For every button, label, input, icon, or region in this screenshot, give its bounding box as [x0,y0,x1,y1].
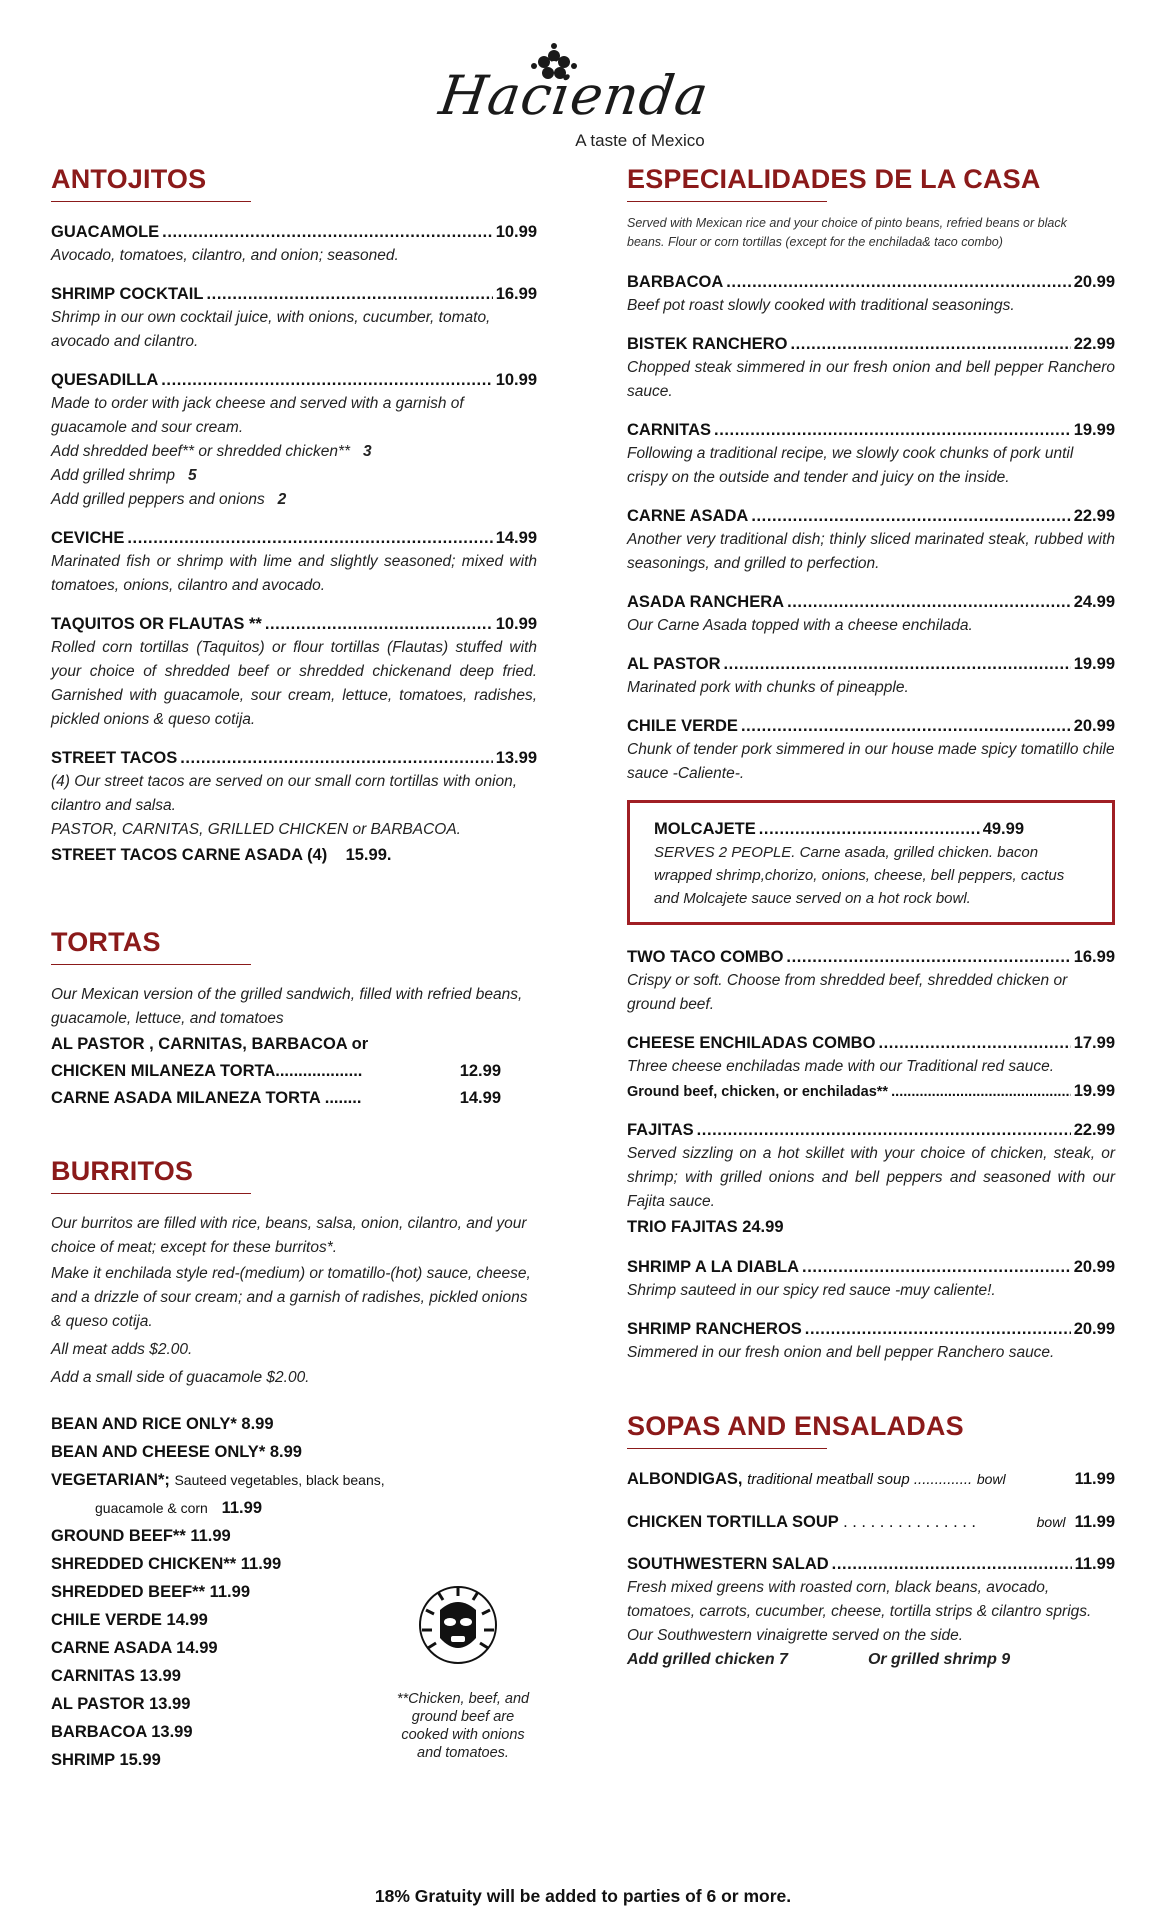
menu-item-asada-ranchera: ASADA RANCHERA . . . 24.99 Our Carne Asada topped with a cheese enchilada. [627,590,1115,638]
menu-item-shrimp-rancheros: SHRIMP RANCHEROS . . . 20.99 Simmered in our fresh onion and bell pepper Ranchero sauce. [627,1317,1115,1365]
section-title-tortas: TORTAS [51,927,161,957]
left-column [51,164,537,1774]
burritos-description: Our burritos are filled with rice, beans, salsa, onion, cilantro, and your choice of meat; except for these burritos*. [51,1215,527,1256]
addon-line: Add grilled shrimp 5 [51,467,197,484]
item-description: Chunk of tender pork simmered in our house made spicy tomatillo chile sauce -Caliente-. [627,741,1115,782]
tortas-line-2: CHICKEN MILANEZA TORTA................... 12.99 [51,1062,501,1080]
burrito-carnitas: CARNITAS 13.99 [51,1667,181,1685]
item-description: Marinated pork with chunks of pineapple. [627,679,909,696]
menu-item-southwestern-salad: SOUTHWESTERN SALAD . . . 11.99 Fresh mixed greens with roasted corn, black beans, avocado, tomatoes, carrots, cucumber, cheese, tortilla strips & cilantro sprigs. Our Southwestern vinaigrette served on the side. Add grilled chicken 7 Or grilled shrimp 9 [627,1552,1115,1672]
burritos-guacamole-note: Add a small side of guacamole $2.00. [51,1369,310,1386]
burrito-barbacoa: BARBACOA 13.99 [51,1723,193,1741]
section-rule [51,201,251,202]
section-title-sopas: SOPAS AND ENSALADAS [627,1411,964,1441]
menu-item-bistek: BISTEK RANCHERO . . . 22.99 Chopped steak simmered in our fresh onion and bell pepper Ranchero sauce. [627,332,1115,404]
brand-name: Hacienda [435,64,713,127]
item-description: Our Carne Asada topped with a cheese enchilada. [627,617,973,634]
burrito-carne-asada: CARNE ASADA 14.99 [51,1639,218,1657]
menu-item-barbacoa: BARBACOA . . . 20.99 Beef pot roast slowly cooked with traditional seasonings. [627,270,1115,318]
item-options: PASTOR, CARNITAS, GRILLED CHICKEN or BARBACOA. [51,821,461,838]
tagline: A taste of Mexico [575,131,705,150]
item-description: (4) Our street tacos are served on our small corn tortillas with onion, cilantro and salsa. [51,773,518,814]
burritos-enchilada-style: Make it enchilada style red-(medium) or tomatillo-(hot) sauce, cheese, and a drizzle of sour cream; and a garnish of radishes, pickled onions & queso cotija. [51,1265,531,1330]
section-rule [51,1193,251,1194]
menu-item-fajitas: FAJITAS . . . 22.99 Served sizzling on a hot skillet with your choice of chicken, steak, or shrimp; with grilled onions and bell peppers and seasoned with our Fajita sauce. TRIO FAJITAS 24.99 [627,1118,1115,1241]
section-rule [627,1448,827,1449]
menu-item-taquitos: TAQUITOS OR FLAUTAS ** . . . 10.99 Rolled corn tortillas (Taquitos) or flour tortillas (Flautas) stuffed with your choice of shredded beef or shredded chickenand deep fried. Garnished with guacamole, sour cream, lettuce, tomatoes, radishes, pickled onions & queso cotija. [51,612,537,732]
menu-item-street-tacos: STREET TACOS . . . 13.99 (4) Our street tacos are served on our small corn tortillas with onion, cilantro and salsa. PASTOR, CARNITAS, GRILLED CHICKEN or BARBACOA. STREET TACOS CARNE ASADA (4) 15.99. [51,746,537,869]
item-description: Marinated fish or shrimp with lime and slightly seasoned; mixed with tomatoes, onions, cilantro and avocado. [51,553,537,594]
right-column [627,164,1115,1686]
menu-item-tortilla-soup: CHICKEN TORTILLA SOUP . . . . . . . . . . . . . . . bowl 11.99 [627,1513,1115,1531]
burrito-ground-beef: GROUND BEEF** 11.99 [51,1527,231,1545]
burrito-vegetarian-cont: guacamole & corn 11.99 [95,1499,262,1517]
street-tacos-asada: STREET TACOS CARNE ASADA (4) 15.99. [51,846,392,864]
trio-fajitas: TRIO FAJITAS 24.99 [627,1218,784,1236]
item-description: Another very traditional dish; thinly sliced marinated steak, rubbed with seasonings, and grilled to perfection. [627,531,1115,572]
burrito-chile-verde: CHILE VERDE 14.99 [51,1611,208,1629]
menu-item-guacamole: GUACAMOLE . . . 10.99 Avocado, tomatoes, cilantro, and onion; seasoned. [51,220,537,268]
burrito-shrimp: SHRIMP 15.99 [51,1751,161,1769]
menu-item-shrimp-cocktail: SHRIMP COCKTAIL . . . 16.99 Shrimp in our own cocktail juice, with onions, cucumber, tomato, avocado and cilantro. [51,282,537,354]
addon-line: Add grilled peppers and onions 2 [51,491,287,508]
molcajete-box: MOLCAJETE . . . 49.99 SERVES 2 PEOPLE. Carne asada, grilled chicken. bacon wrapped shrimp,chorizo, onions, cheese, bell peppers, cactus and Molcajete sauce served on a hot rock bowl. [627,800,1115,925]
tortas-description: Our Mexican version of the grilled sandwich, filled with refried beans, guacamole, lettuce, and tomatoes [51,986,523,1027]
item-description: Crispy or soft. Choose from shredded beef, shredded chicken or ground beef. [627,972,1068,1013]
cooking-note: **Chicken, beef, and ground beef are cooked with onions and tomatoes. [396,1691,530,1761]
menu-item-carnitas: CARNITAS . . . 19.99 Following a traditional recipe, we slowly cook chunks of pork until crispy on the outside and tender and juicy on the inside. [627,418,1115,490]
salad-addons: Add grilled chicken 7 Or grilled shrimp 9 [627,1651,1011,1668]
section-title-antojitos: ANTOJITOS [51,164,207,194]
burrito-bean-rice: BEAN AND RICE ONLY* 8.99 [51,1415,274,1433]
menu-item-albondigas: ALBONDIGAS, traditional meatball soup .............. bowl 11.99 [627,1470,1115,1488]
burrito-al-pastor: AL PASTOR 13.99 [51,1695,191,1713]
item-description: SERVES 2 PEOPLE. Carne asada, grilled chicken. bacon wrapped shrimp,chorizo, onions, cheese, bell peppers, cactus and Molcajete sauce served on a hot rock bowl. [654,844,1065,907]
item-description: Following a traditional recipe, we slowly cook chunks of pork until crispy on the outside and tender and juicy on the inside. [627,445,1074,486]
item-description: Chopped steak simmered in our fresh onion and bell pepper Ranchero sauce. [627,359,1115,400]
section-rule [627,201,827,202]
menu-item-shrimp-diabla: SHRIMP A LA DIABLA . . . 20.99 Shrimp sauteed in our spicy red sauce -muy caliente!. [627,1255,1115,1303]
item-description: Fresh mixed greens with roasted corn, black beans, avocado, tomatoes, carrots, cucumber, cheese, tortilla strips & cilantro sprigs. Our Southwestern vinaigrette served on the side. [627,1579,1092,1644]
burrito-bean-cheese: BEAN AND CHEESE ONLY* 8.99 [51,1443,302,1461]
menu-item-chile-verde: CHILE VERDE . . . 20.99 Chunk of tender pork simmered in our house made spicy tomatillo chile sauce -Caliente-. [627,714,1115,786]
item-description: Three cheese enchiladas made with our Traditional red sauce. [627,1058,1055,1075]
section-title-burritos: BURRITOS [51,1156,194,1186]
burrito-vegetarian: VEGETARIAN*; Sauteed vegetables, black beans, [51,1471,385,1489]
addon-line: Add shredded beef** or shredded chicken** 3 [51,443,372,460]
burrito-shredded-chicken: SHREDDED CHICKEN** 11.99 [51,1555,282,1573]
item-description: Shrimp in our own cocktail juice, with onions, cucumber, tomato, avocado and cilantro. [51,309,491,350]
menu-item-cheese-enchiladas: CHEESE ENCHILADAS COMBO . . . 17.99 Three cheese enchiladas made with our Traditional red sauce. Ground beef, chicken, or enchiladas** . . . 19.99 [627,1031,1115,1104]
menu-item-carne-asada: CARNE ASADA . . . 22.99 Another very traditional dish; thinly sliced marinated steak, rubbed with seasonings, and grilled to perfection. [627,504,1115,576]
item-description: Simmered in our fresh onion and bell pepper Ranchero sauce. [627,1344,1055,1361]
especialidades-note: Served with Mexican rice and your choice of pinto beans, refried beans or black beans. Flour or corn tortillas (except for the enchilada& taco combo) [627,216,1067,249]
menu-item-quesadilla: QUESADILLA . . . 10.99 Made to order with jack cheese and served with a garnish of guacamole and sour cream. Add shredded beef** or shredded chicken** 3 Add grilled shrimp 5 Add grilled peppers and onions 2 [51,368,537,512]
burrito-shredded-beef: SHREDDED BEEF** 11.99 [51,1583,250,1601]
section-rule [51,964,251,965]
tortas-line-1: AL PASTOR , CARNITAS, BARBACOA or [51,1035,369,1053]
burritos-meat-note: All meat adds $2.00. [51,1341,193,1358]
item-description: Avocado, tomatoes, cilantro, and onion; seasoned. [51,247,399,264]
item-description: Made to order with jack cheese and served with a garnish of guacamole and sour cream. [51,395,464,436]
luchador-mask-icon [418,1580,498,1670]
item-description: Beef pot roast slowly cooked with traditional seasonings. [627,297,1015,314]
gratuity-footer: 18% Gratuity will be added to parties of 6 or more. [374,1886,792,1906]
item-description: Shrimp sauteed in our spicy red sauce -muy caliente!. [627,1282,996,1299]
menu-item-two-taco-combo: TWO TACO COMBO . . . 16.99 Crispy or soft. Choose from shredded beef, shredded chicken or ground beef. [627,945,1115,1017]
menu-item-al-pastor: AL PASTOR . . . 19.99 Marinated pork with chunks of pineapple. [627,652,1115,700]
menu-item-ceviche: CEVICHE . . . 14.99 Marinated fish or shrimp with lime and slightly seasoned; mixed with tomatoes, onions, cilantro and avocado. [51,526,537,598]
section-title-especialidades: ESPECIALIDADES DE LA CASA [627,164,1041,194]
item-description: Served sizzling on a hot skillet with your choice of chicken, steak, or shrimp; with grilled onions and bell peppers and seasoned with our Fajita sauce. [627,1145,1115,1210]
tortas-line-3: CARNE ASADA MILANEZA TORTA ........ 14.99 [51,1089,501,1107]
item-description: Rolled corn tortillas (Taquitos) or flour tortillas (Flautas) stuffed with your choice of shredded beef or shredded chickenand deep fried. Garnished with guacamole, sour cream, lettuce, tomatoes, radishes, pickled onions & queso cotija. [51,639,537,728]
